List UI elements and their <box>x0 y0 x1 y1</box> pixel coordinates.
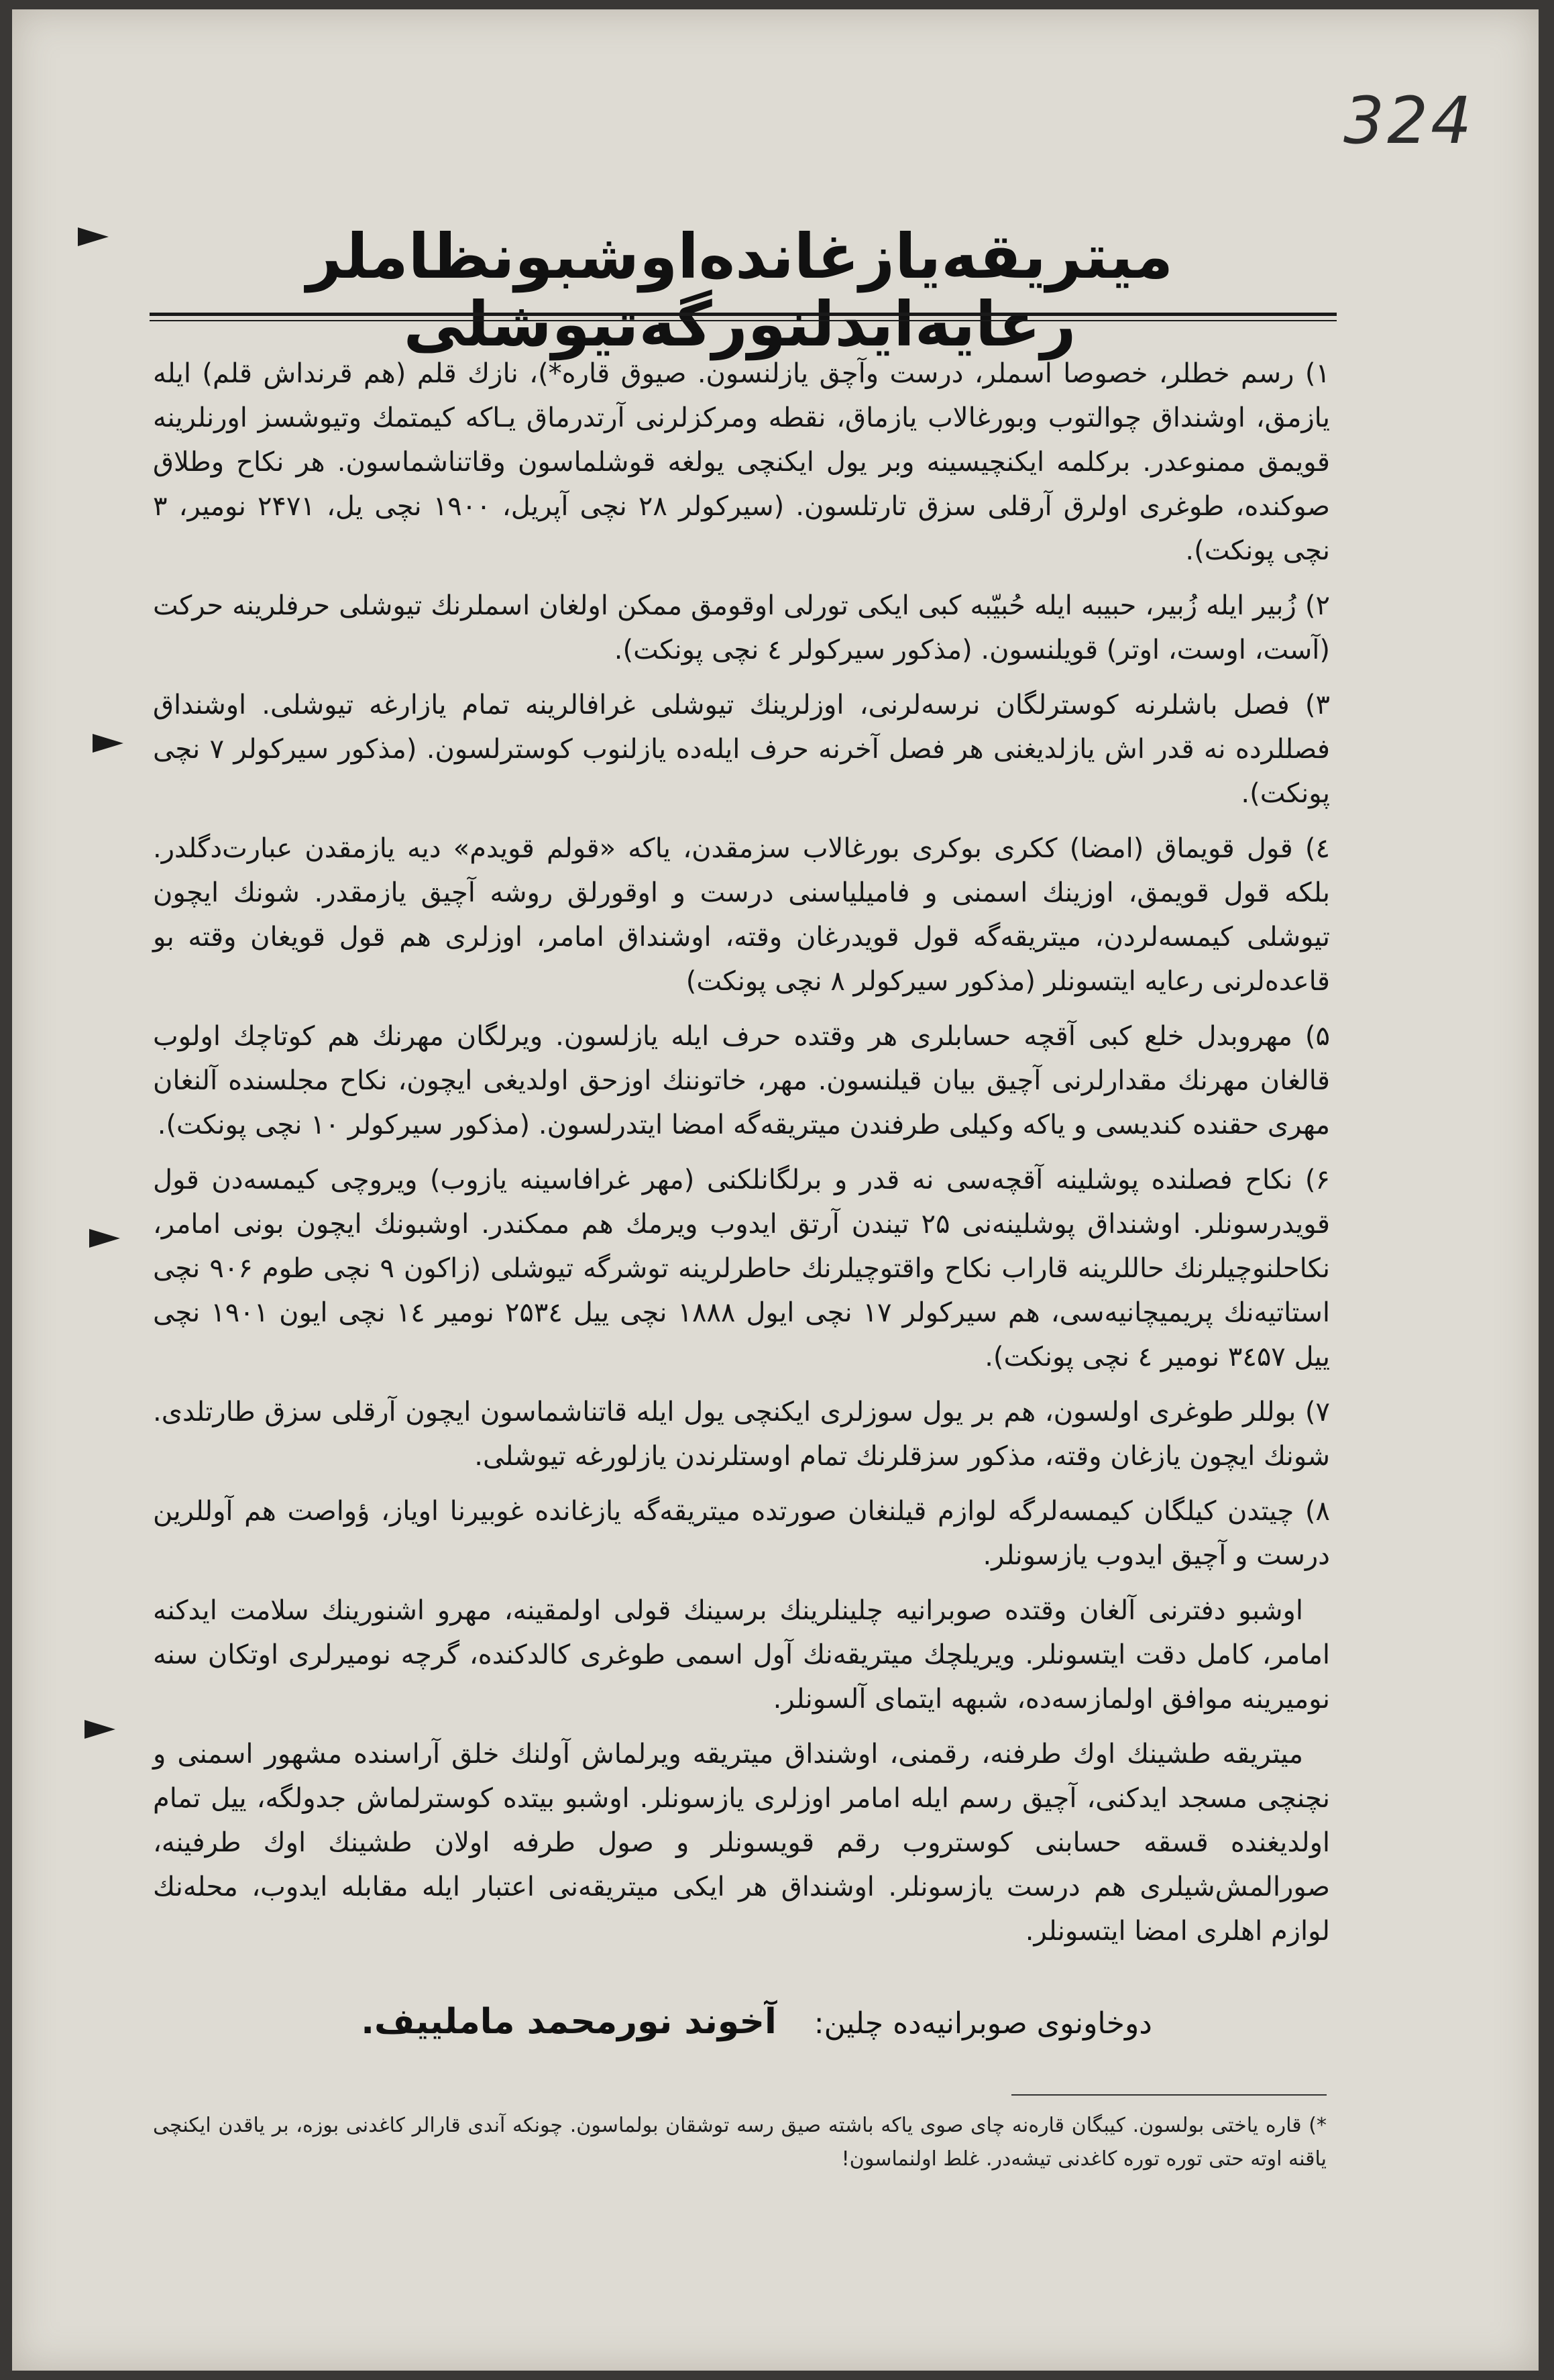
rule-paragraph-2: ۲) زُبیر ایله زُبیر، حبیبه ایله حُبیّبه کبی ایکی تورلی اوقومق ممکن اولغان اسملرنك تیوشلی حرفلرینه حرکت (آست، اوست، اوتر) قویلنسون. (مذکور سیرکولر ٤ نچی پونکت). <box>153 590 1330 665</box>
instruction-paragraph-2: میتریقه طشینك اوك طرفنه، رقمنی، اوشنداق میتریقه ویرلماش آولنك خلق آراسنده مشهور اسمنی و نچنچی مسجد ایدکنی، آچیق رسم ایله امامر اوزلری یازسونلر. اوشبو بیتده کوسترلماش جدولگه، ییل تمام اولدیغنده قسقه حسابنی کوستروب رقم قویسونلر و صول طرفه اولان طشینك اوك طرفینه، صورالمش‌شیلری هم درست یازسونلر. اوشنداق هر ایکی میتریقه‌نی اعتبار ایله مقابله ایدوب، محله‌نك لوازم اهلری امضا ایتسونلر. <box>153 1739 1330 1947</box>
page-title: میتریقه‌یازغانده‌اوشبونظاملر رعایه‌ایدلنورگه‌تیوشلی <box>306 221 1174 361</box>
title-underline <box>150 313 1337 321</box>
binding-hole-mark <box>89 1229 120 1248</box>
rule-paragraph-8: ۸) چیتدن کیلگان کیمسه‌لرگه لوازم قیلنغان صورتده میتریقه‌گه یازغانده غوبیرنا اویاز، ؤواصت هم آوللرین درست و آچیق ایدوب یازسونلر. <box>153 1496 1330 1571</box>
footnote: *) قاره یاختی بولسون. کیبگان قاره‌نه چای صوی یاکه باشته صیق رسه توشقان بولماسون. چونکه آندی قارالر کاغدنی بوزه، بر یاقدن ایکنچی یاقنه اوته حتی توره توره کاغدنی تیشه‌در. غلط اولنماسون! <box>153 2114 1327 2171</box>
document-page <box>12 9 1539 2371</box>
signature-line <box>186 2002 1327 2042</box>
instruction-paragraph-1: اوشبو دفترنی آلغان وقتده صوبرانیه چلینلرینك برسینك قولی اولمقینه، مهرو اشنورینك سلامت ایدکنه امامر، کامل دقت ایتسونلر. ویریلچك میتریقه‌نك آول اسمی طوغری کالدکنده، گرچه نومیرلری اوتکان سنه نومیرینه موافق اولمازسه‌ده، شبهه ایتمای آلسونلر. <box>153 1595 1330 1715</box>
handwritten-page-number: 324 <box>1343 83 1475 158</box>
rule-paragraph-1: ۱) رسم خطلر، خصوصا اسملر، درست وآچق یازلنسون. صیوق قاره*)، نازك قلم (هم قرنداش قلم) ایله یازمق، اوشنداق چوالتوب وبورغالاب یازماق، نقطه ومرکزلرنی آرتدرماق یـاکه کیمتمك وتیوشسز اورنلرینه قویمق ممنوعدر. برکلمه ایکنچیسینه وبر یول ایکنچی یولغه قوشلماسون وقاتناشماسون. هر نکاح وطلاق صوکنده، طوغری اولرق آرقلی سزق تارتلسون. (سیرکولر ۲۸ نچی آپریل، ۱۹۰۰ نچی یل، ۲۴۷۱ نومیر، ۳ نچی پونکت). <box>153 358 1331 566</box>
signature-role: دوخاونوی صوبرانیه‌ده چلین: <box>814 2006 1152 2041</box>
rule-paragraph-6: ۶) نکاح فصلنده پوشلینه آقچه‌سی نه قدر و برلگانلکنی (مهر غرافاسینه یازوب) ویروچی کیمسه‌دن قول قویدرسونلر. اوشنداق پوشلینه‌نی ۲۵ تیندن آرتق ایدوب ویرمك هم ممکندر. اوشبونك ایچون بونی امامر، نکاحلنوچیلرنك حاللرینه قاراب نکاح واقتوچیلرنك حاطرلرینه توشرگه تیوشلی (زاکون ۹ نچی طوم ۹۰۶ نچی استاتیه‌نك پریمیچانیه‌سی، هم سیرکولر ۱۷ نچی ایول ۱۸۸۸ نچی ییل ۲۵۳٤ نومیر ۱٤ نچی ایون ۱۹۰۱ نچی ییل ۳٤۵۷ نومیر ٤ نچی پونکت). <box>153 1165 1331 1372</box>
binding-hole-mark <box>85 1720 115 1739</box>
rule-paragraph-3: ۳) فصل باشلرنه کوسترلگان نرسه‌لرنی، اوزلرینك تیوشلی غرافالرینه تمام یازارغه تیوشلی. اوشنداق فصللرده نه قدر اش یازلدیغنی هر فصل آخرنه حرف ایله‌ده یازلنوب کوسترلسون. (مذکور سیرکولر ۷ نچی پونکت). <box>153 690 1330 809</box>
binding-hole-mark <box>93 734 123 753</box>
rule-paragraph-7: ۷) بوللر طوغری اولسون، هم بر یول سوزلری ایکنچی یول ایله قاتناشماسون ایچون آرقلی سزق طارتلدی. شونك ایچون یازغان وقته، مذکور سزقلرنك تمام اوستلرندن یازلورغه تیوشلی. <box>153 1397 1330 1472</box>
document-body <box>153 351 1330 1964</box>
footnote-divider <box>1011 2094 1327 2096</box>
signature-name: آخوند نورمحمد ماملییف. <box>361 2002 777 2042</box>
rule-paragraph-4: ٤) قول قویماق (امضا) ککری بوکری بورغالاب سزمقدن، یاکه «قولم قویدم» دیه یازمقدن عبارت‌دگلدر. بلکه قول قویمق، اوزینك اسمنی و فامیلیاسنی درست و اوقورلق روشه آچیق یازمقدر. شونك ایچون تیوشلی کیمسه‌لردن، میتریقه‌گه قول قویدرغان وقته، اوشنداق امامر، اوزلری هم قول قویغان وقته بو قاعده‌لرنی رعایه ایتسونلر (مذکور سیرکولر ۸ نچی پونکت) <box>153 833 1330 997</box>
binding-hole-mark <box>78 227 109 246</box>
rule-paragraph-5: ۵) مهروبدل خلع کبی آقچه حسابلری هر وقتده حرف ایله یازلسون. ویرلگان مهرنك هم کوتاچك اولوب قالغان مهرنك مقدارلرنی آچیق بیان قیلنسون. مهر، خاتوننك اوزحق اولدیغی ایچون، نکاح مجلسنده آلنغان مهری حقنده کندیسی و یاکه وکیلی طرفندن میتریقه‌گه امضا ایتدرلسون. (مذکور سیرکولر ۱۰ نچی پونکت). <box>153 1021 1330 1140</box>
